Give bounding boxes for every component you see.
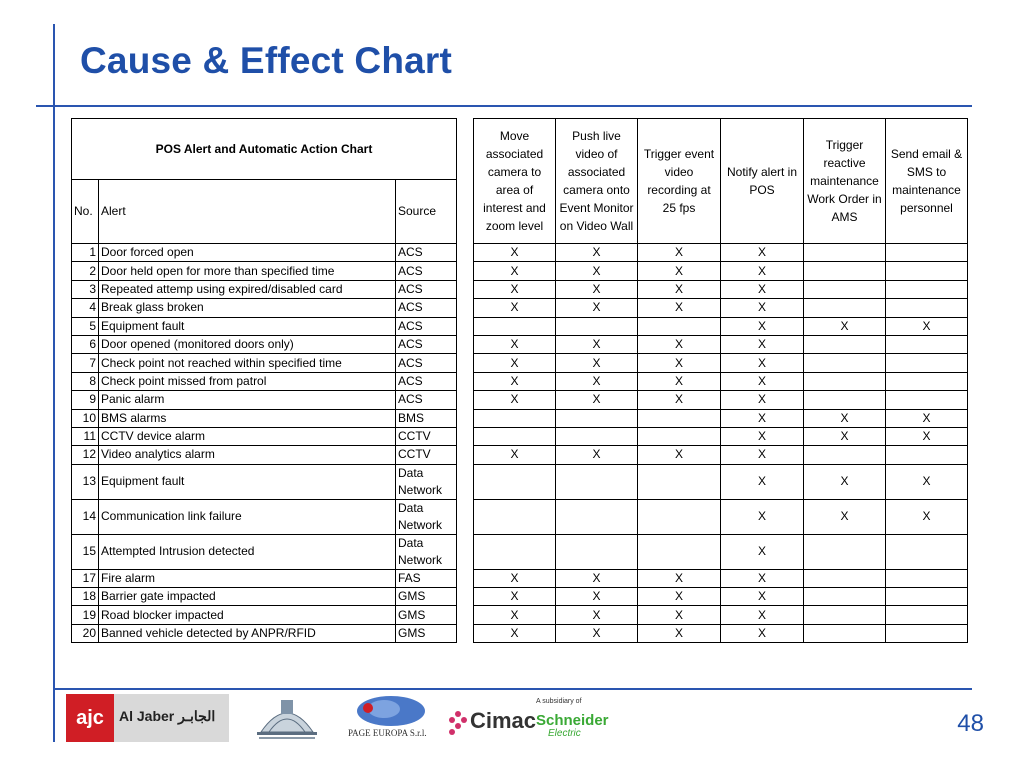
- action-mark-6: [886, 624, 968, 642]
- row-source: GMS: [396, 624, 457, 642]
- row-source: CCTV: [396, 446, 457, 464]
- subsidiary-text: A subsidiary of: [536, 698, 582, 705]
- al-jaber-logo: [66, 694, 229, 742]
- row-alert: Video analytics alarm: [99, 446, 396, 464]
- row-source: Data Network: [396, 534, 457, 569]
- table-row: [72, 427, 968, 445]
- action-mark-6: X: [886, 427, 968, 445]
- action-mark-6: [886, 262, 968, 280]
- action-header-4: Notify alert in POS: [721, 119, 804, 244]
- action-mark-1: X: [474, 588, 556, 606]
- action-mark-4: X: [721, 299, 804, 317]
- row-number: 11: [72, 427, 99, 445]
- action-mark-4: X: [721, 391, 804, 409]
- table-row: [72, 317, 968, 335]
- action-mark-2: X: [556, 299, 638, 317]
- action-mark-6: X: [886, 499, 968, 534]
- action-mark-5: [804, 354, 886, 372]
- row-alert: Attempted Intrusion detected: [99, 534, 396, 569]
- action-mark-3: X: [638, 624, 721, 642]
- table-row: [72, 280, 968, 298]
- row-number: 10: [72, 409, 99, 427]
- row-alert: Fire alarm: [99, 569, 396, 587]
- cimac-schneider-logo: [448, 698, 608, 744]
- row-alert: Equipment fault: [99, 464, 396, 499]
- table-row: [72, 499, 968, 534]
- action-mark-3: [638, 499, 721, 534]
- action-mark-2: [556, 317, 638, 335]
- action-mark-2: [556, 464, 638, 499]
- row-alert: Check point missed from patrol: [99, 372, 396, 390]
- action-mark-6: X: [886, 409, 968, 427]
- row-source: ACS: [396, 262, 457, 280]
- action-mark-6: [886, 569, 968, 587]
- row-source: Data Network: [396, 464, 457, 499]
- row-number: 20: [72, 624, 99, 642]
- action-mark-4: X: [721, 588, 804, 606]
- cimac-wordmark: Cimac: [470, 708, 537, 733]
- table-row: [72, 391, 968, 409]
- action-mark-5: [804, 372, 886, 390]
- page-number: 48: [957, 710, 984, 737]
- action-mark-6: [886, 244, 968, 262]
- action-mark-5: X: [804, 499, 886, 534]
- row-number: 13: [72, 464, 99, 499]
- table-row: [72, 372, 968, 390]
- action-mark-5: [804, 262, 886, 280]
- cause-effect-table: [71, 118, 968, 643]
- action-header-5: Trigger reactive maintenance Work Order in AMS: [804, 119, 886, 244]
- action-mark-5: [804, 244, 886, 262]
- row-source: BMS: [396, 409, 457, 427]
- al-jaber-text: Al Jaber الجابـر: [119, 708, 216, 724]
- action-mark-5: [804, 299, 886, 317]
- action-mark-3: X: [638, 244, 721, 262]
- column-header-alert: Alert: [99, 180, 396, 244]
- action-mark-3: X: [638, 335, 721, 353]
- row-source: ACS: [396, 391, 457, 409]
- action-mark-6: X: [886, 317, 968, 335]
- action-mark-2: X: [556, 624, 638, 642]
- action-mark-5: [804, 534, 886, 569]
- row-number: 9: [72, 391, 99, 409]
- row-number: 15: [72, 534, 99, 569]
- action-mark-3: X: [638, 262, 721, 280]
- column-header-no: No.: [72, 180, 99, 244]
- action-mark-5: X: [804, 464, 886, 499]
- row-alert: Door opened (monitored doors only): [99, 335, 396, 353]
- row-number: 1: [72, 244, 99, 262]
- row-number: 8: [72, 372, 99, 390]
- row-source: ACS: [396, 244, 457, 262]
- action-mark-5: X: [804, 409, 886, 427]
- action-mark-6: [886, 280, 968, 298]
- action-mark-6: X: [886, 464, 968, 499]
- action-mark-2: X: [556, 335, 638, 353]
- action-mark-4: X: [721, 409, 804, 427]
- action-mark-3: X: [638, 446, 721, 464]
- action-header-1: Move associated camera to area of interest and zoom level: [474, 119, 556, 244]
- action-mark-6: [886, 299, 968, 317]
- action-mark-2: X: [556, 569, 638, 587]
- action-mark-3: X: [638, 588, 721, 606]
- row-source: ACS: [396, 299, 457, 317]
- action-mark-4: X: [721, 534, 804, 569]
- row-source: CCTV: [396, 427, 457, 445]
- table-row: [72, 409, 968, 427]
- row-alert: Communication link failure: [99, 499, 396, 534]
- page-europa-name: PAGE EUROPA S.r.l.: [348, 728, 427, 738]
- row-alert: BMS alarms: [99, 409, 396, 427]
- table-row: [72, 606, 968, 624]
- table-row: [72, 335, 968, 353]
- table-row: [72, 244, 968, 262]
- row-alert: Break glass broken: [99, 299, 396, 317]
- action-mark-1: X: [474, 244, 556, 262]
- action-mark-5: [804, 446, 886, 464]
- action-mark-5: [804, 624, 886, 642]
- action-mark-1: [474, 464, 556, 499]
- row-number: 5: [72, 317, 99, 335]
- action-mark-2: X: [556, 262, 638, 280]
- action-mark-6: [886, 354, 968, 372]
- action-header-6: Send email & SMS to maintenance personnel: [886, 119, 968, 244]
- action-mark-4: X: [721, 317, 804, 335]
- row-source: GMS: [396, 606, 457, 624]
- row-alert: Repeated attemp using expired/disabled card: [99, 280, 396, 298]
- action-mark-4: X: [721, 372, 804, 390]
- action-mark-2: X: [556, 588, 638, 606]
- row-alert: Panic alarm: [99, 391, 396, 409]
- row-source: ACS: [396, 354, 457, 372]
- action-mark-4: X: [721, 262, 804, 280]
- action-mark-1: X: [474, 335, 556, 353]
- action-mark-1: X: [474, 606, 556, 624]
- row-number: 18: [72, 588, 99, 606]
- action-mark-1: X: [474, 372, 556, 390]
- action-mark-5: X: [804, 427, 886, 445]
- action-mark-2: X: [556, 372, 638, 390]
- left-vertical-rule: [53, 24, 55, 742]
- action-mark-4: X: [721, 499, 804, 534]
- action-mark-5: [804, 588, 886, 606]
- row-alert: Road blocker impacted: [99, 606, 396, 624]
- action-mark-4: X: [721, 446, 804, 464]
- action-mark-1: [474, 317, 556, 335]
- row-alert: Door held open for more than specified time: [99, 262, 396, 280]
- action-mark-5: X: [804, 317, 886, 335]
- slide-title: Cause & Effect Chart: [80, 40, 453, 81]
- action-mark-1: X: [474, 391, 556, 409]
- action-mark-2: X: [556, 391, 638, 409]
- action-mark-1: X: [474, 280, 556, 298]
- page-europa-logo: [346, 694, 441, 746]
- table-gap: [457, 119, 474, 643]
- row-number: 12: [72, 446, 99, 464]
- action-mark-3: [638, 534, 721, 569]
- table-header-title: POS Alert and Automatic Action Chart: [72, 119, 457, 180]
- action-mark-6: [886, 372, 968, 390]
- action-mark-1: X: [474, 569, 556, 587]
- action-mark-1: [474, 499, 556, 534]
- table-row: [72, 569, 968, 587]
- row-number: 4: [72, 299, 99, 317]
- table-row: [72, 446, 968, 464]
- row-number: 17: [72, 569, 99, 587]
- action-mark-6: [886, 446, 968, 464]
- action-mark-2: X: [556, 354, 638, 372]
- action-mark-4: X: [721, 335, 804, 353]
- action-mark-3: [638, 427, 721, 445]
- row-alert: CCTV device alarm: [99, 427, 396, 445]
- action-mark-1: X: [474, 624, 556, 642]
- row-alert: Check point not reached within specified time: [99, 354, 396, 372]
- action-mark-3: X: [638, 391, 721, 409]
- action-mark-5: [804, 569, 886, 587]
- table-row: [72, 354, 968, 372]
- row-number: 14: [72, 499, 99, 534]
- action-mark-3: X: [638, 299, 721, 317]
- action-mark-5: [804, 335, 886, 353]
- action-mark-2: X: [556, 446, 638, 464]
- row-number: 19: [72, 606, 99, 624]
- action-mark-1: [474, 534, 556, 569]
- row-source: ACS: [396, 317, 457, 335]
- row-source: GMS: [396, 588, 457, 606]
- action-mark-3: X: [638, 372, 721, 390]
- action-mark-6: [886, 606, 968, 624]
- table-row: [72, 299, 968, 317]
- action-mark-5: [804, 391, 886, 409]
- action-header-3: Trigger event video recording at 25 fps: [638, 119, 721, 244]
- ajc-mark: ajc: [66, 694, 114, 742]
- action-mark-4: X: [721, 354, 804, 372]
- action-mark-4: X: [721, 280, 804, 298]
- action-mark-6: [886, 534, 968, 569]
- action-mark-2: [556, 534, 638, 569]
- action-mark-1: X: [474, 299, 556, 317]
- table-row: [72, 588, 968, 606]
- table-row: [72, 624, 968, 642]
- action-mark-1: [474, 409, 556, 427]
- action-mark-6: [886, 335, 968, 353]
- action-mark-1: X: [474, 446, 556, 464]
- action-mark-5: [804, 280, 886, 298]
- action-mark-4: X: [721, 427, 804, 445]
- row-number: 2: [72, 262, 99, 280]
- action-mark-1: X: [474, 262, 556, 280]
- table-row: [72, 262, 968, 280]
- row-source: ACS: [396, 280, 457, 298]
- row-number: 3: [72, 280, 99, 298]
- footer-rule: [53, 688, 972, 690]
- row-number: 6: [72, 335, 99, 353]
- row-source: FAS: [396, 569, 457, 587]
- action-mark-6: [886, 588, 968, 606]
- action-mark-2: [556, 427, 638, 445]
- row-source: ACS: [396, 335, 457, 353]
- action-mark-4: X: [721, 624, 804, 642]
- dome-emblem-logo: [251, 692, 323, 744]
- action-mark-3: X: [638, 354, 721, 372]
- column-header-source: Source: [396, 180, 457, 244]
- row-source: Data Network: [396, 499, 457, 534]
- action-mark-2: [556, 499, 638, 534]
- table-row: [72, 464, 968, 499]
- action-mark-6: [886, 391, 968, 409]
- title-underline-rule: [36, 105, 972, 107]
- row-alert: Barrier gate impacted: [99, 588, 396, 606]
- row-source: ACS: [396, 372, 457, 390]
- action-mark-2: X: [556, 244, 638, 262]
- row-alert: Door forced open: [99, 244, 396, 262]
- action-mark-3: X: [638, 280, 721, 298]
- action-mark-4: X: [721, 464, 804, 499]
- action-mark-1: X: [474, 354, 556, 372]
- action-mark-3: X: [638, 606, 721, 624]
- action-mark-2: X: [556, 606, 638, 624]
- action-mark-3: [638, 317, 721, 335]
- schneider-wordmark: Schneider: [536, 712, 609, 729]
- action-mark-4: X: [721, 244, 804, 262]
- table-row: [72, 534, 968, 569]
- row-number: 7: [72, 354, 99, 372]
- action-mark-3: X: [638, 569, 721, 587]
- action-mark-3: [638, 464, 721, 499]
- action-header-2: Push live video of associated camera onto Event Monitor on Video Wall: [556, 119, 638, 244]
- action-mark-5: [804, 606, 886, 624]
- action-mark-2: [556, 409, 638, 427]
- row-alert: Banned vehicle detected by ANPR/RFID: [99, 624, 396, 642]
- footer-logos: [66, 692, 626, 748]
- row-alert: Equipment fault: [99, 317, 396, 335]
- action-mark-4: X: [721, 606, 804, 624]
- action-mark-4: X: [721, 569, 804, 587]
- action-mark-3: [638, 409, 721, 427]
- electric-wordmark: Electric: [548, 728, 581, 739]
- action-mark-2: X: [556, 280, 638, 298]
- action-mark-1: [474, 427, 556, 445]
